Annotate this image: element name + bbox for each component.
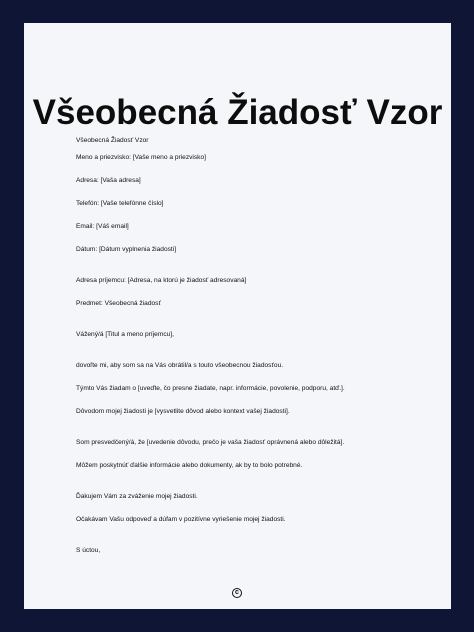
body-paragraph-4: Som presvedčený/á, že [uvedenie dôvodu, prečo je vaša žiadosť oprávnená alebo dôležitá]. (76, 439, 345, 446)
copyright-icon: c (232, 588, 242, 598)
closing-line: Očakávam Vašu odpoveď a dúfam v pozitívne vyriešenie mojej žiadosti. (76, 516, 286, 523)
name-line: Meno a priezvisko: [Vaše meno a priezvisko] (76, 154, 206, 161)
body-paragraph-5: Môžem poskytnúť ďalšie informácie alebo dokumenty, ak by to bolo potrebné. (76, 462, 303, 469)
doc-heading-line: Všeobecná Žiadosť Vzor (76, 137, 149, 144)
salutation-line: Vážený/á [Titul a meno príjemcu], (76, 331, 174, 338)
body-paragraph-1: dovoľte mi, aby som sa na Vás obrátil/a s touto všeobecnou žiadosťou. (76, 362, 284, 369)
phone-line: Telefón: [Vaše telefónne číslo] (76, 200, 164, 207)
address-line: Adresa: [Vaša adresa] (76, 177, 141, 184)
subject-line: Predmet: Všeobecná žiadosť (76, 300, 161, 307)
email-line: Email: [Váš email] (76, 223, 129, 230)
date-line: Dátum: [Dátum vyplnenia žiadosti] (76, 246, 177, 253)
body-paragraph-2: Týmto Vás žiadam o [uveďte, čo presne žiadate, napr. informácie, povolenie, podporu, atď.]. (76, 385, 345, 392)
document-page (24, 23, 451, 609)
sign-off-line: S úctou, (76, 547, 101, 554)
thanks-line: Ďakujem Vám za zváženie mojej žiadosti. (76, 493, 198, 500)
recipient-address-line: Adresa príjemcu: [Adresa, na ktorú je žiadosť adresovaná] (76, 277, 247, 284)
body-paragraph-3: Dôvodom mojej žiadosti je [vysvetlite dôvod alebo kontext vašej žiadosti]. (76, 408, 290, 415)
document-title: Všeobecná Žiadosť Vzor (32, 93, 443, 132)
